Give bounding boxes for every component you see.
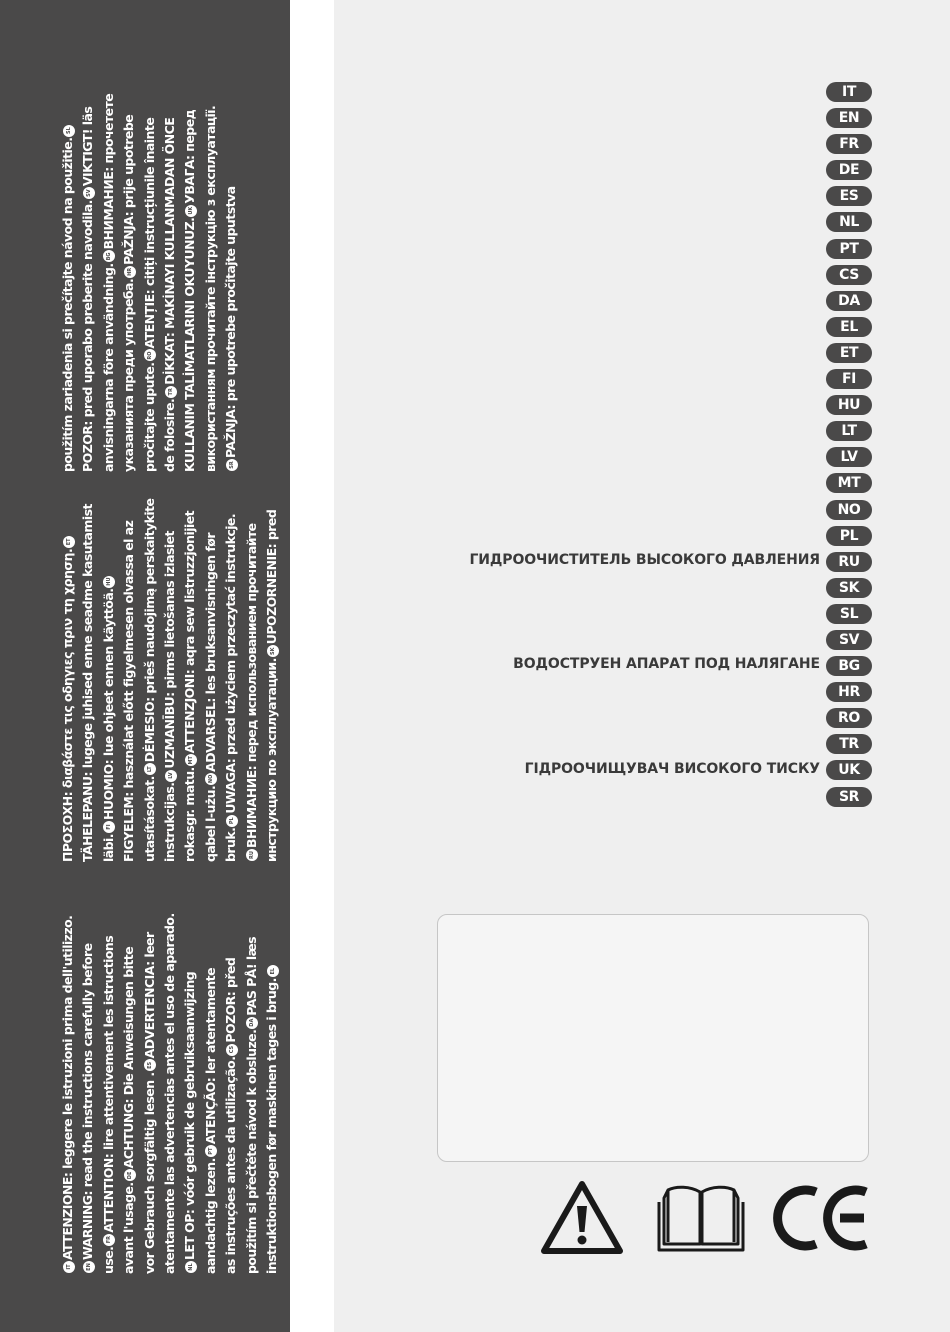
warning-line [221, 486, 241, 862]
warning-text: as instruções antes da utilização. [223, 1056, 239, 1274]
warning-column-3 [58, 62, 242, 472]
warning-text: de folosire. [162, 398, 178, 472]
warning-line [262, 870, 282, 1274]
warning-line [119, 486, 139, 862]
warning-text: ADVERTENCIA: leer [141, 932, 157, 1059]
warning-text: use. [100, 1246, 116, 1274]
language-badge-ro: RO [826, 708, 872, 728]
warning-text: použitím zariadenia si prečítajte návod na použitie. [60, 137, 75, 472]
language-badge-lv: LV [826, 447, 872, 467]
language-tag-icon: TR [165, 386, 177, 398]
warning-line [119, 870, 139, 1274]
warning-line [180, 870, 200, 1274]
language-tag-icon: HU [103, 576, 115, 588]
title-bg: ВОДОСТРУЕН АПАРАТ ПОД НАЛЯГАНЕ [513, 656, 820, 672]
warning-line [201, 870, 221, 1274]
warning-text: aandachtig lezen. [202, 1158, 218, 1274]
warning-text: vor Gebrauch sorgfältig lesen . [141, 1072, 157, 1274]
language-badge-en: EN [826, 108, 872, 128]
warning-line [78, 870, 98, 1274]
language-badge-lt: LT [826, 421, 872, 441]
warning-text: instruktionsbogen før maskinen tages i brug. [264, 978, 280, 1274]
language-badge-da: DA [826, 291, 872, 311]
ce-mark-icon [770, 1182, 870, 1254]
language-badge-pl: PL [826, 526, 872, 546]
language-tag-icon: SL [63, 125, 75, 137]
warning-line [262, 486, 282, 862]
language-tag-icon: EN [83, 1261, 95, 1273]
warning-text: POZOR: pred uporabo preberite navodila. [80, 200, 96, 472]
warning-text: ADVARSEL: les bruksanvisningen før [202, 533, 218, 772]
warning-text: UPOZORNENIE: pred [264, 509, 280, 645]
warning-text: bruk. [223, 827, 239, 862]
language-tag-icon: RO [144, 350, 156, 362]
warning-text: ATENȚIE: citiți instrucțiunile înainte [141, 117, 157, 349]
warning-text: указанията преди употреба. [121, 278, 137, 472]
language-tag-icon: FI [103, 821, 115, 833]
warning-line [221, 870, 241, 1274]
language-tag-icon: EL [267, 965, 279, 977]
language-tag-icon: PT [205, 1145, 217, 1157]
warning-text: ВНИМАНИЕ: прочетете [100, 93, 116, 250]
warning-line [99, 62, 119, 472]
language-tag-icon: SV [83, 187, 95, 199]
language-badge-it: IT [826, 82, 872, 102]
warning-line [160, 62, 180, 472]
warning-text: використанням прочитайте інструкцію з експлуатації. [202, 105, 218, 472]
warning-text: DĖMESIO: prieš naudojimą perskaitykite [141, 498, 157, 763]
warning-line [99, 486, 119, 862]
warning-text: ΠΡΟΣΟΧΗ: διαβάστε τις οδηγιες πριν τη χρηση. [60, 548, 75, 862]
language-badge-bg: BG [826, 656, 872, 676]
warning-text: UWAGA: przed użyciem przeczytać instrukcje. [223, 513, 239, 814]
warning-text: instrukcijas. [162, 782, 178, 862]
open-manual-icon [656, 1182, 746, 1254]
language-badge-es: ES [826, 186, 872, 206]
warning-text: avant l'usage. [121, 1182, 137, 1274]
language-tag-icon: CS [226, 1044, 238, 1056]
warning-text: инструкцию по эксплуатации. [264, 658, 280, 862]
language-badge-no: NO [826, 500, 872, 520]
warning-text: UZMANĪBU: pirms lietošanas izlasiet [162, 531, 178, 769]
language-tag-icon: ET [63, 536, 75, 548]
product-label-area [437, 914, 869, 1162]
warning-line [180, 486, 200, 862]
language-tag-icon: LV [165, 770, 177, 782]
language-badge-fi: FI [826, 369, 872, 389]
title-uk: ГІДРООЧИЩУВАЧ ВИСОКОГО ТИСКУ [524, 761, 820, 777]
warning-line [242, 870, 262, 1274]
language-tag-icon: NL [185, 1261, 197, 1273]
language-tag-icon: DA [246, 1017, 258, 1029]
warning-line [221, 62, 241, 472]
warning-line [140, 62, 160, 472]
language-tag-icon: ES [144, 1059, 156, 1071]
language-tag-icon: IT [63, 1261, 75, 1273]
warning-line [201, 62, 221, 472]
warning-line [140, 870, 160, 1274]
warning-text: pročitajte upute. [141, 362, 157, 472]
warning-triangle-icon [540, 1180, 624, 1256]
language-tag-icon: FR [103, 1234, 115, 1246]
warning-text: TÄHELEPANU: lugege juhised enne seadme kasutamist [80, 504, 96, 862]
warning-line [140, 486, 160, 862]
warning-text: KULLANIM TALİMATLARINI OKUYUNUZ. [182, 217, 198, 472]
warning-text: POZOR: před [223, 957, 239, 1043]
warning-text: FIGYELEM: használat előtt figyelmesen olvassa el az [121, 520, 137, 862]
warning-column-2 [58, 486, 282, 862]
language-tag-icon: LT [144, 763, 156, 775]
warning-text: УВАГА: перед [182, 109, 198, 204]
warning-text: VIKTIGT! läs [80, 106, 96, 187]
warning-text: PAS PÅ! læs [243, 936, 259, 1016]
warning-text: použitím si přečtěte návod k obsluze. [243, 1029, 259, 1274]
warning-text: atentamente las advertencias antes el uso de aparado. [162, 913, 178, 1274]
warning-text: qabel l-użu. [202, 785, 218, 862]
warning-column-1 [58, 870, 282, 1274]
language-badge-et: ET [826, 343, 872, 363]
language-list [826, 82, 872, 813]
warning-text: PAŽNJA: prije upotrebe [121, 114, 137, 265]
warning-text: ACHTUNG: Die Anweisungen bitte [121, 946, 137, 1169]
warning-text: LET OP: vóór gebruik de gebruiksaanwijzing [182, 971, 198, 1260]
white-gutter [290, 0, 334, 1332]
warning-text: ВНИМАНИЕ: перед использованием прочитайте [243, 523, 259, 848]
language-tag-icon: DE [124, 1169, 136, 1181]
warning-line [180, 62, 200, 472]
warning-line [78, 62, 98, 472]
warning-line [119, 62, 139, 472]
warning-text: ATENÇÃO: ler atentamente [202, 967, 218, 1145]
language-badge-uk: UK [826, 760, 872, 780]
language-tag-icon: PL [226, 815, 238, 827]
warning-line [99, 870, 119, 1274]
warning-text: DİKKAT: MAKİNAYI KULLANMADAN ÖNCE [162, 117, 178, 385]
language-tag-icon: MT [185, 754, 197, 766]
language-badge-sk: SK [826, 578, 872, 598]
warning-text: anvisningarna före användning. [100, 263, 116, 472]
language-badge-cs: CS [826, 265, 872, 285]
language-badge-hr: HR [826, 682, 872, 702]
language-badge-pt: PT [826, 239, 872, 259]
language-tag-icon: HR [124, 266, 136, 278]
title-ru: ГИДРООЧИСТИТЕЛЬ ВЫСОКОГО ДАВЛЕНИЯ [469, 552, 820, 568]
language-tag-icon: BG [103, 250, 115, 262]
language-badge-el: EL [826, 317, 872, 337]
warning-text: HUOMIO: lue ohjeet ennen käyttöä. [100, 588, 116, 821]
warning-line [58, 870, 78, 1274]
warning-line [160, 870, 180, 1274]
warning-line [160, 486, 180, 862]
warning-text: WARNING: read the instructions carefully before [80, 943, 96, 1260]
warning-text: ATTENZJONI: aqra sew listruzzjonijiet [182, 510, 198, 754]
language-badge-ru: RU [826, 552, 872, 572]
warning-strip [0, 0, 290, 1332]
language-tag-icon: RU [246, 849, 258, 861]
language-badge-mt: MT [826, 473, 872, 493]
language-tag-icon: UK [185, 205, 197, 217]
language-badge-sl: SL [826, 604, 872, 624]
language-badge-nl: NL [826, 212, 872, 232]
warning-text: ATTENZIONE: leggere le istruzioni prima dell'utilizzo. [60, 915, 75, 1260]
language-tag-icon: SK [267, 645, 279, 657]
warning-text: rokasgr. matu. [182, 767, 198, 862]
warning-text: läbi. [100, 834, 116, 862]
warning-line [78, 486, 98, 862]
language-badge-hu: HU [826, 395, 872, 415]
warning-line [58, 486, 78, 862]
language-badge-sr: SR [826, 787, 872, 807]
warning-line [58, 62, 78, 472]
language-tag-icon: SR [226, 459, 238, 471]
warning-text: PAŽNJA: pre upotrebe pročitajte uputstva [223, 186, 239, 458]
language-badge-fr: FR [826, 134, 872, 154]
language-tag-icon: NO [205, 773, 217, 785]
warning-text: utasításokat. [141, 776, 157, 862]
warning-line [242, 486, 262, 862]
language-badge-tr: TR [826, 734, 872, 754]
warning-line [201, 486, 221, 862]
warning-text: ATTENTION: lire attentivement les istructions [100, 935, 116, 1233]
language-badge-de: DE [826, 160, 872, 180]
language-badge-sv: SV [826, 630, 872, 650]
